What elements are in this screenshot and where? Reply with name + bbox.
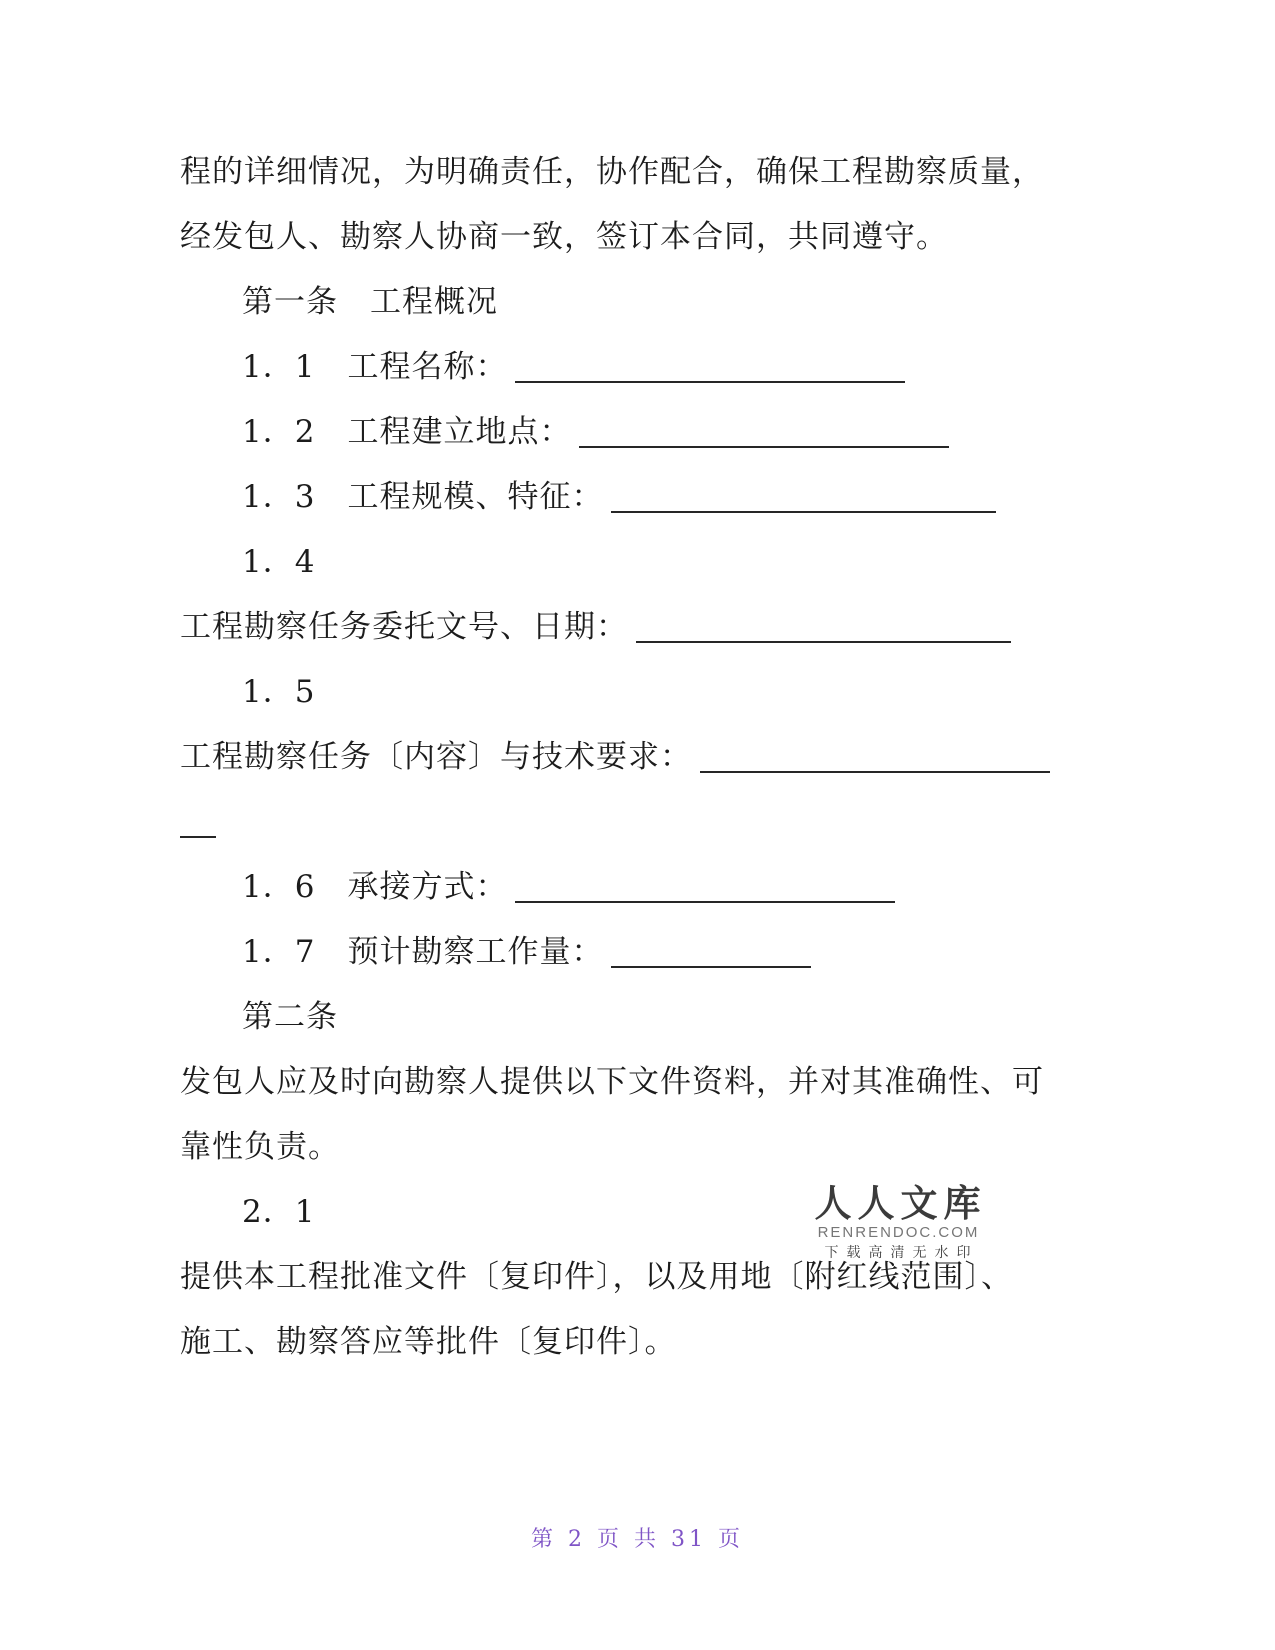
- watermark: [795, 1181, 1000, 1260]
- line-text: 施工、勘察答应等批件〔复印件〕。: [180, 1324, 677, 1360]
- watermark-site-name: RENRENDOC.COM: [817, 1224, 980, 1241]
- fill-in-blank-underline: [611, 966, 811, 968]
- line-text: 工程勘察任务委托文号、日期：: [180, 609, 628, 645]
- fill-in-blank-underline: [515, 901, 895, 903]
- document-line: [180, 140, 1095, 205]
- line-text: 1．4: [242, 544, 316, 580]
- document-line: [180, 660, 1095, 725]
- line-text: 提供本工程批准文件〔复印件〕，以及用地〔附红线范围〕、: [180, 1259, 1013, 1295]
- document-line: [180, 465, 1095, 530]
- line-text: 1．6 承接方式：: [242, 869, 508, 905]
- document-line: [180, 1050, 1095, 1115]
- line-text: 1．5: [242, 674, 316, 710]
- line-text: 1．1 工程名称：: [242, 349, 508, 385]
- fill-in-blank-underline: [700, 771, 1050, 773]
- fill-in-blank-underline: [180, 836, 216, 838]
- document-line: [180, 400, 1095, 465]
- document-line: [180, 1115, 1095, 1180]
- line-text: 靠性负责。: [180, 1129, 340, 1165]
- page-number-footer: 第 2 页 共 31 页: [531, 1527, 744, 1552]
- document-line: [180, 920, 1095, 985]
- watermark-tagline: 下载高清无水印: [824, 1244, 979, 1260]
- document-line: [180, 530, 1095, 595]
- document-line: [180, 270, 1095, 335]
- document-line: [180, 855, 1095, 920]
- document-line: [180, 985, 1095, 1050]
- fill-in-blank-underline: [515, 381, 905, 383]
- document-line: [180, 1310, 1095, 1375]
- fill-in-blank-underline: [579, 446, 949, 448]
- line-text: 第一条 工程概况: [242, 284, 498, 320]
- line-text: 第二条: [242, 999, 338, 1035]
- document-line: [180, 595, 1095, 660]
- line-text: 程的详细情况，为明确责任，协作配合，确保工程勘察质量，: [180, 154, 1044, 190]
- document-line: [180, 725, 1095, 790]
- document-line: [180, 205, 1095, 270]
- line-text: 工程勘察任务〔内容〕与技术要求：: [180, 739, 692, 775]
- document-line: [180, 335, 1095, 400]
- line-text: 1．3 工程规模、特征：: [242, 479, 604, 515]
- line-text: 经发包人、勘察人协商一致，签订本合同，共同遵守。: [180, 219, 948, 255]
- watermark-logo-text: 人人文库: [814, 1181, 987, 1225]
- line-text: 2．1: [242, 1194, 316, 1230]
- fill-in-blank-underline: [636, 641, 1011, 643]
- document-line: [180, 790, 1095, 855]
- line-text: 1．2 工程建立地点：: [242, 414, 572, 450]
- line-text: 1．7 预计勘察工作量：: [242, 934, 604, 970]
- fill-in-blank-underline: [611, 511, 996, 513]
- line-text: 发包人应及时向勘察人提供以下文件资料，并对其准确性、可: [180, 1064, 1044, 1100]
